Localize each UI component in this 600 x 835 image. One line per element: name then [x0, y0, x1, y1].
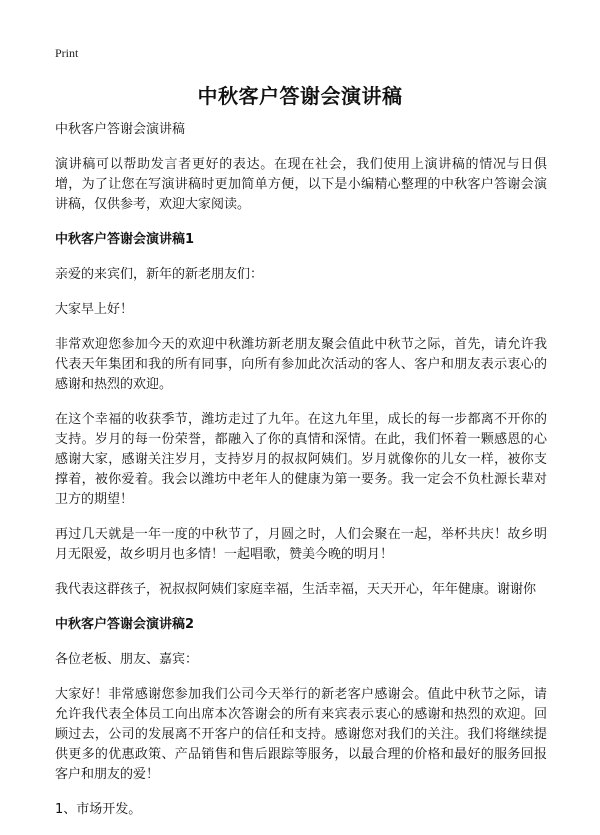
speech2-list-item-1: 1、市场开发。 — [55, 802, 142, 817]
speech1-paragraph-1: 非常欢迎您参加今天的欢迎中秋潍坊新老朋友聚会值此中秋节之际，首先，请允许我代表天年集团和我的所有同事，向所有参加此次活动的客人、客户和朋友表示衷心的感谢和热烈的欢迎。 — [55, 337, 547, 392]
page-title: 中秋客户答谢会演讲稿 — [197, 84, 403, 108]
speech1-greeting: 亲爱的来宾们，新年的新老朋友们： — [55, 267, 264, 282]
print-label: Print — [55, 46, 79, 60]
speech1-hello: 大家早上好！ — [55, 302, 134, 317]
document-body — [55, 120, 547, 835]
intro-subtitle: 中秋客户答谢会演讲稿 — [55, 122, 186, 137]
intro-paragraph: 演讲稿可以帮助发言者更好的表达。在现在社会，我们使用上演讲稿的情况与日俱增，为了让您在写演讲稿时更加简单方便，以下是小编精心整理的中秋客户答谢会演讲稿，仅供参考，欢迎大家阅读。 — [55, 157, 547, 212]
speech2-paragraph-1: 大家好！非常感谢您参加我们公司今天举行的新老客户感谢会。值此中秋节之际，请允许我代表全体员工向出席本次答谢会的所有来宾表示衷心的感谢和热烈的欢迎。回顾过去，公司的发展离不开客户的信任和支持。感谢您对我们的关注。我们将继续提供更多的优惠政策、产品销售和售后跟踪等服务，以最合理的价格和最好的服务回报客户和朋友的爱！ — [55, 687, 547, 782]
speech1-paragraph-4: 我代表这群孩子，祝叔叔阿姨们家庭幸福，生活幸福，天天开心，年年健康。谢谢你 — [55, 582, 537, 597]
speech1-heading: 中秋客户答谢会演讲稿1 — [55, 232, 195, 247]
speech1-paragraph-2: 在这个幸福的收获季节，潍坊走过了九年。在这九年里，成长的每一步都离不开你的支持。岁月的每一份荣誉，都融入了你的真情和深情。在此，我们怀着一颗感恩的心感谢大家，感谢关注岁月，支持岁月的叔叔阿姨们。岁月就像你的儿女一样，被你支撑着，被你爱着。我会以潍坊中老年人的健康为第一要务。我一定会不负杜源长辈对卫方的期望！ — [55, 412, 547, 507]
speech1-paragraph-3: 再过几天就是一年一度的中秋节了，月圆之时，人们会聚在一起，举杯共庆！故乡明月无限爱，故乡明月也多情！一起唱歌，赞美今晚的明月！ — [55, 527, 547, 562]
speech2-greeting: 各位老板、朋友、嘉宾： — [55, 652, 199, 667]
speech2-heading: 中秋客户答谢会演讲稿2 — [55, 617, 195, 632]
